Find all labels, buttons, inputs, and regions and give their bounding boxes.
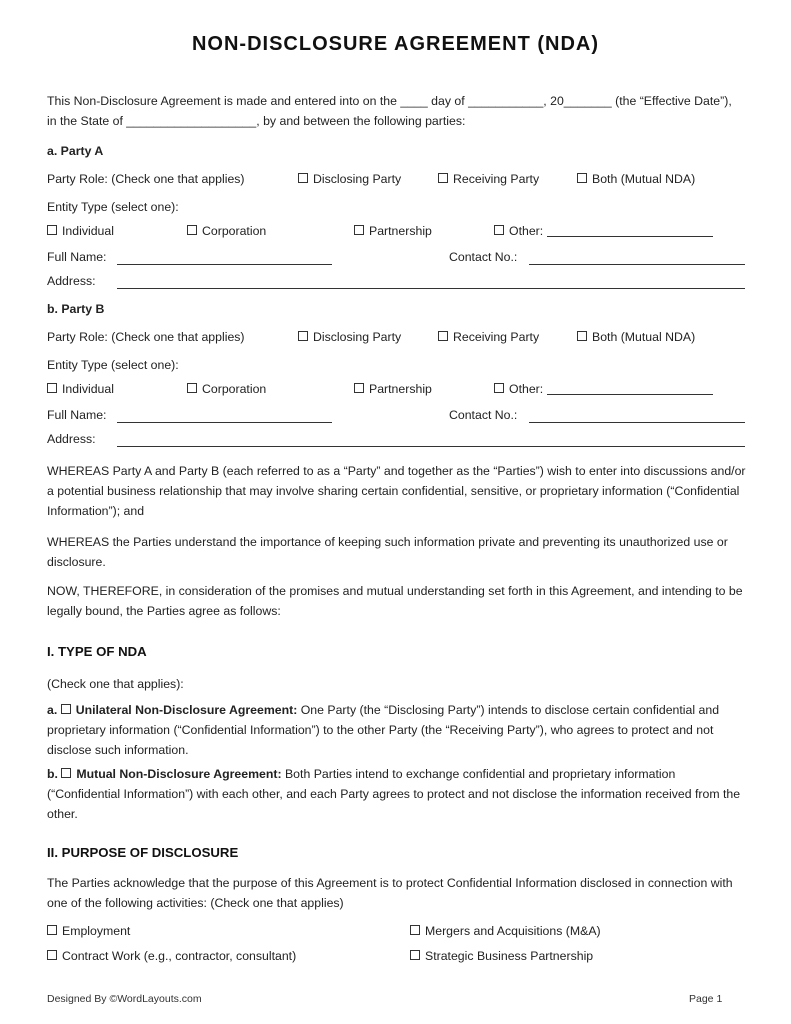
- party-b-entity-individual[interactable]: Individual: [47, 382, 114, 396]
- unilateral-text: One Party (the “Disclosing Party”) intends to disclose certain confidential and proprietary information (“Confidential Information”) to the other Party (the “Receiving Party”), who agrees to protect and not disclose such information.: [47, 703, 720, 757]
- purpose-strategic-partnership[interactable]: Strategic Business Partnership: [410, 949, 593, 963]
- party-b-heading: b. Party B: [47, 302, 105, 316]
- party-b-role-disclosing[interactable]: Disclosing Party: [298, 330, 401, 344]
- party-b-other-field[interactable]: [547, 394, 713, 395]
- party-b-role-both[interactable]: Both (Mutual NDA): [577, 330, 695, 344]
- section-2-text: The Parties acknowledge that the purpose of this Agreement is to protect Confidential Information disclosed in connection with one of the following activities: (Check one that applies): [47, 876, 733, 910]
- party-a-full-name-field[interactable]: [117, 264, 332, 265]
- checkbox-icon[interactable]: [577, 331, 587, 341]
- checkbox-icon[interactable]: [47, 925, 57, 935]
- purpose-employment[interactable]: Employment: [47, 924, 130, 938]
- party-b-address-label: Address:: [47, 432, 96, 446]
- checkbox-icon[interactable]: [298, 173, 308, 183]
- party-a-address-label: Address:: [47, 274, 96, 288]
- party-a-entity-corporation[interactable]: Corporation: [187, 224, 266, 238]
- checkbox-icon[interactable]: [410, 950, 420, 960]
- checkbox-icon[interactable]: [187, 225, 197, 235]
- party-a-role-disclosing[interactable]: Disclosing Party: [298, 172, 401, 186]
- party-b-full-name-label: Full Name:: [47, 408, 107, 422]
- checkbox-icon[interactable]: [187, 383, 197, 393]
- party-b-contact-field[interactable]: [529, 422, 745, 423]
- checkbox-icon[interactable]: [494, 225, 504, 235]
- document-title: NON-DISCLOSURE AGREEMENT (NDA): [191, 33, 600, 55]
- footer-designed-by: Designed By ©WordLayouts.com: [47, 993, 202, 1005]
- intro-line-1: This Non-Disclosure Agreement is made and entered into on the ____ day of ___________, 20_______ (the “Effective Date”),: [47, 94, 732, 108]
- checkbox-icon[interactable]: [47, 950, 57, 960]
- party-a-role-receiving[interactable]: Receiving Party: [438, 172, 539, 186]
- party-b-contact-label: Contact No.:: [449, 408, 518, 422]
- party-b-entity-other[interactable]: Other:: [494, 382, 543, 396]
- section-2-heading: II. PURPOSE OF DISCLOSURE: [47, 845, 239, 860]
- section-1-note: (Check one that applies):: [47, 677, 184, 691]
- party-a-heading: a. Party A: [47, 144, 104, 158]
- section-1-heading: I. TYPE OF NDA: [47, 644, 147, 659]
- nda-type-mutual[interactable]: b. Mutual Non-Disclosure Agreement: Both Parties intend to exchange confidential and proprietary information (“Confidential Information”) with each other, and each Party agrees to protect and not disclose the information received from the other.: [47, 767, 741, 821]
- mutual-text: Both Parties intend to exchange confidential and proprietary information (“Confidential Information”) with each other, and each Party agrees to protect and not disclose the information received from the other.: [47, 767, 741, 821]
- checkbox-icon[interactable]: [577, 173, 587, 183]
- party-b-role-label: Party Role: (Check one that applies): [47, 330, 245, 344]
- checkbox-icon[interactable]: [61, 704, 71, 714]
- party-a-role-both[interactable]: Both (Mutual NDA): [577, 172, 695, 186]
- party-b-entity-partnership[interactable]: Partnership: [354, 382, 432, 396]
- nda-type-unilateral[interactable]: a. Unilateral Non-Disclosure Agreement: One Party (the “Disclosing Party”) intends to disclose certain confidential and proprietary information (“Confidential Information”) to the other Party (the “Receiving Party”), who agrees to protect and not disclose such information.: [47, 703, 720, 757]
- party-a-role-label: Party Role: (Check one that applies): [47, 172, 245, 186]
- checkbox-icon[interactable]: [61, 768, 71, 778]
- mutual-title: Mutual Non-Disclosure Agreement:: [76, 767, 282, 781]
- party-b-entity-corporation[interactable]: Corporation: [187, 382, 266, 396]
- party-b-entity-label: Entity Type (select one):: [47, 358, 179, 372]
- now-therefore-paragraph: NOW, THEREFORE, in consideration of the promises and mutual understanding set forth in this Agreement, and intending to be legally bound, the Parties agree as follows:: [47, 584, 743, 618]
- party-a-entity-other[interactable]: Other:: [494, 224, 543, 238]
- checkbox-icon[interactable]: [47, 383, 57, 393]
- party-b-full-name-field[interactable]: [117, 422, 332, 423]
- party-a-full-name-label: Full Name:: [47, 250, 107, 264]
- intro-line-2: in the State of ___________________, by and between the following parties:: [47, 114, 466, 128]
- party-b-address-field[interactable]: [117, 446, 745, 447]
- party-a-contact-field[interactable]: [529, 264, 745, 265]
- whereas-paragraph-2: WHEREAS the Parties understand the importance of keeping such information private and preventing its unauthorized use or disclosure.: [47, 535, 728, 569]
- whereas-paragraph-1: WHEREAS Party A and Party B (each referred to as a “Party” and together as the “Parties”) wish to enter into discussions and/or a potential business relationship that may involve sharing certain confidential, sensitive, or proprietary information (“Confidential Information”); and: [47, 464, 746, 518]
- checkbox-icon[interactable]: [410, 925, 420, 935]
- party-a-entity-label: Entity Type (select one):: [47, 200, 179, 214]
- purpose-contract-work[interactable]: Contract Work (e.g., contractor, consultant): [47, 949, 296, 963]
- checkbox-icon[interactable]: [438, 173, 448, 183]
- party-a-entity-partnership[interactable]: Partnership: [354, 224, 432, 238]
- party-a-contact-label: Contact No.:: [449, 250, 518, 264]
- party-a-other-field[interactable]: [547, 236, 713, 237]
- unilateral-title: Unilateral Non-Disclosure Agreement:: [75, 703, 298, 717]
- checkbox-icon[interactable]: [298, 331, 308, 341]
- checkbox-icon[interactable]: [494, 383, 504, 393]
- checkbox-icon[interactable]: [47, 225, 57, 235]
- party-a-entity-individual[interactable]: Individual: [47, 224, 114, 238]
- purpose-mergers[interactable]: Mergers and Acquisitions (M&A): [410, 924, 601, 938]
- footer-page-number: Page 1: [689, 993, 723, 1005]
- party-a-address-field[interactable]: [117, 288, 745, 289]
- checkbox-icon[interactable]: [438, 331, 448, 341]
- checkbox-icon[interactable]: [354, 225, 364, 235]
- party-b-role-receiving[interactable]: Receiving Party: [438, 330, 539, 344]
- checkbox-icon[interactable]: [354, 383, 364, 393]
